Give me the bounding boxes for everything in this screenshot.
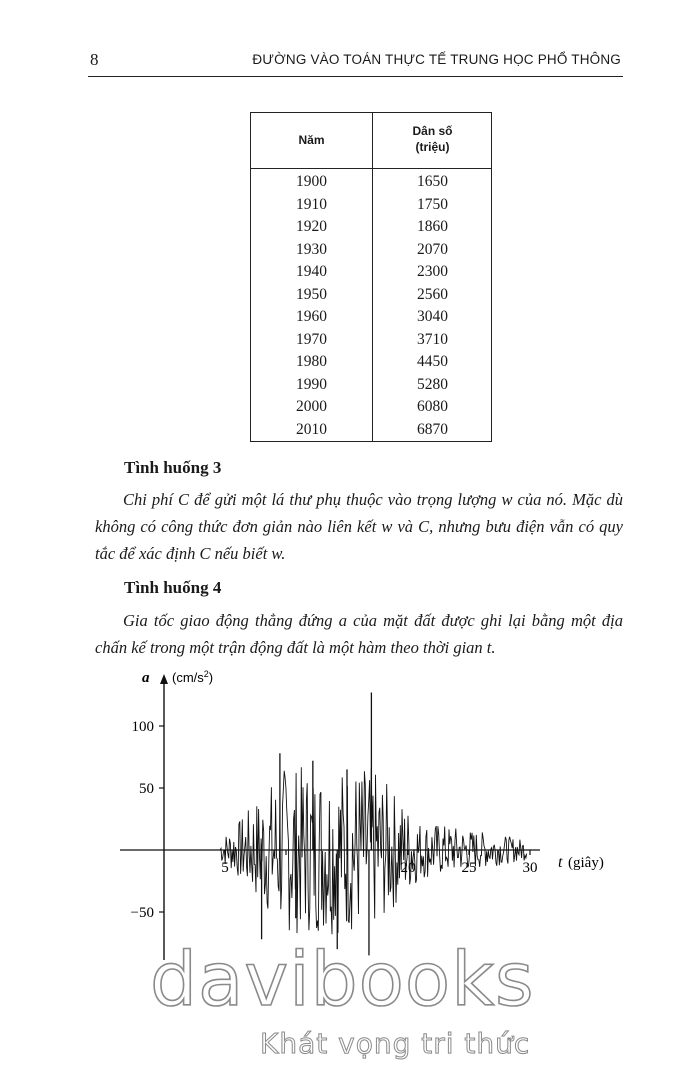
cell-year: 1950 [296, 285, 327, 303]
x-axis-variable: t [558, 854, 563, 871]
y-axis-unit-text: (cm/s [172, 670, 204, 685]
table-row [251, 419, 491, 442]
table-row [251, 216, 491, 239]
x-tick-label: 25 [461, 860, 477, 876]
cell-population: 3040 [417, 308, 448, 325]
y-axis-unit-exp: 2 [203, 669, 209, 679]
cell-year: 1980 [296, 353, 327, 370]
cell-year: 1920 [296, 218, 327, 235]
watermark-brand: davibooks [150, 937, 535, 1023]
cell-population: 4450 [417, 353, 448, 370]
x-tick-label: 20 [400, 860, 416, 876]
cell-population: 6080 [417, 398, 448, 415]
cell-year: 2010 [296, 420, 327, 438]
table-row [251, 239, 491, 262]
section-4-text: Gia tốc giao động thẳng đứng a của mặt đất được ghi lại bằng một địa chấn kế trong một trận động đất là một hàm theo thời gian t. [95, 611, 623, 657]
table-row [251, 194, 491, 217]
cell-population: 5280 [417, 375, 448, 393]
table-row [251, 351, 491, 374]
cell-year: 1930 [296, 240, 327, 258]
watermark-tagline: Khát vọng tri thức [260, 1027, 531, 1060]
section-3-text: Chi phí C để gửi một lá thư phụ thuộc vào trọng lượng w của nó. Mặc dù không có công thức đơn giản nào liên kết w và C, nhưng bưu điện vẫn có quy tắc để xác định C nếu biết w. [95, 490, 623, 563]
table-row [251, 171, 491, 194]
cell-year: 2000 [296, 398, 327, 415]
cell-population: 2560 [417, 285, 448, 303]
page-number: 8 [90, 50, 99, 69]
cell-population: 1750 [417, 195, 448, 213]
table-row [251, 396, 491, 419]
y-axis-arrow [160, 674, 168, 684]
watermark [150, 935, 570, 1060]
x-tick-label: 30 [522, 860, 538, 876]
table-header-year: Năm [298, 133, 325, 147]
seismogram-trace [220, 767, 527, 934]
table-header-population-unit: (triệu) [415, 140, 450, 154]
page-header [88, 48, 623, 77]
cell-population: 2070 [417, 240, 448, 258]
x-tick-label: 5 [221, 860, 229, 876]
population-table [250, 112, 492, 442]
table-row [251, 284, 491, 307]
y-tick-label: −50 [130, 905, 154, 921]
cell-population: 3710 [417, 330, 448, 348]
cell-population: 1860 [417, 218, 448, 235]
cell-population: 6870 [417, 420, 448, 438]
cell-year: 1900 [296, 173, 327, 190]
book-title: ĐƯỜNG VÀO TOÁN THỰC TẾ TRUNG HỌC PHỔ THÔNG [252, 52, 621, 67]
y-tick-label: 100 [131, 719, 154, 735]
y-axis-unit-close: ) [208, 670, 214, 685]
x-axis-unit: (giây) [568, 855, 604, 871]
seismogram-chart [110, 660, 630, 960]
table-row [251, 329, 491, 352]
y-axis-unit [172, 669, 213, 685]
cell-population: 1650 [417, 173, 448, 190]
section-3-heading: Tình huống 3 [124, 458, 222, 477]
table-row [251, 374, 491, 397]
y-axis-variable: a [142, 670, 150, 686]
table-row [251, 306, 491, 329]
table-header-population-label: Dân số [412, 124, 453, 138]
section-4-heading: Tình huống 4 [124, 578, 222, 597]
table-body [251, 171, 491, 441]
cell-year: 1970 [296, 330, 327, 348]
cell-year: 1940 [296, 263, 327, 280]
y-tick-label: 50 [139, 781, 154, 797]
table-row [251, 261, 491, 284]
cell-year: 1910 [296, 195, 327, 213]
table-header-population [372, 123, 493, 155]
cell-population: 2300 [417, 263, 448, 280]
cell-year: 1990 [296, 375, 327, 393]
cell-year: 1960 [296, 308, 327, 325]
